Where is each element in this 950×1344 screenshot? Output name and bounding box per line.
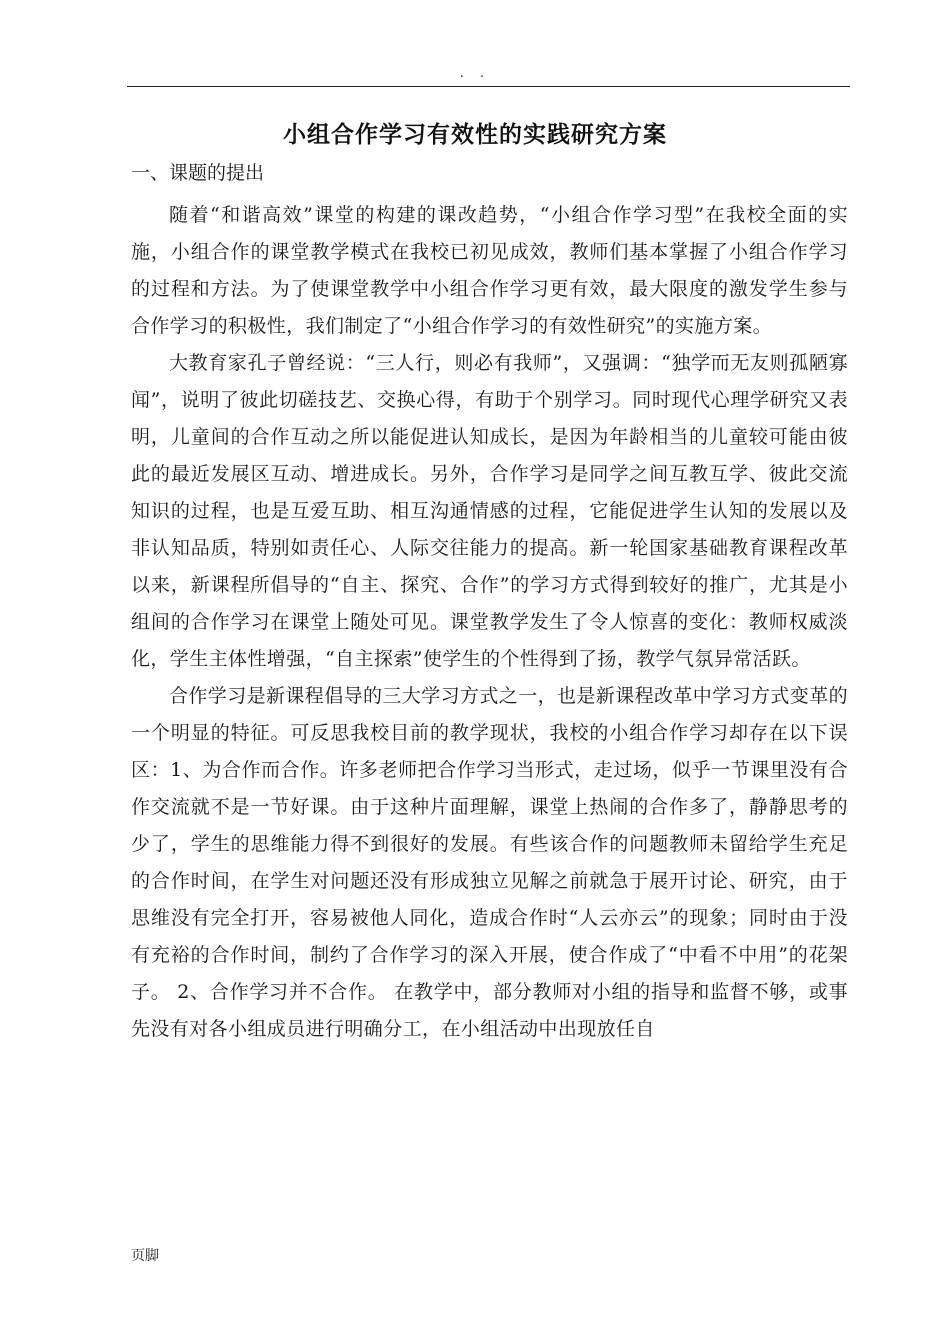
paragraph-1: 随着“和谐高效”课堂的构建的课改趋势，“小组合作学习型”在我校全面的实施，小组合作的课堂教学模式在我校已初见成效，教师们基本掌握了小组合作学习的过程和方法。为了使课堂教学中小组合作学习更有效，最大限度的激发学生参与合作学习的积极性，我们制定了“小组合作学习的有效性研究”的实施方案。 [131, 204, 848, 337]
document-title: 小组合作学习有效性的实践研究方案 [283, 121, 667, 148]
paragraph-2: 大教育家孔子曾经说：“三人行，则必有我师”，又强调：“独学而无友则孤陋寡闻”，说明了彼此切磋技艺、交换心得，有助于个别学习。同时现代心理学研究又表明，儿童间的合作互动之所以能促进认知成长，是因为年龄相当的儿童较可能由彼此的最近发展区互动、增进成长。另外，合作学习是同学之间互教互学、彼此交流知识的过程，也是互爱互助、相互沟通情感的过程，它能促进学生认知的发展以及非认知品质，特别如责任心、人际交往能力的提高。新一轮国家基础教育课程改革以来，新课程所倡导的“自主、探究、合作”的学习方式得到较好的推广，尤其是小组间的合作学习在课堂上随处可见。课堂教学发生了令人惊喜的变化：教师权威淡化，学生主体性增强，“自主探索”使学生的个性得到了扬，教学气氛异常活跃。 [131, 352, 848, 670]
header-mark: . . [459, 66, 491, 81]
paragraph-3: 合作学习是新课程倡导的三大学习方式之一，也是新课程改革中学习方式变革的一个明显的特征。可反思我校目前的教学现状，我校的小组合作学习却存在以下误区：1、为合作而合作。许多老师把合作学习当形式，走过场，似乎一节课里没有合作交流就不是一节好课。由于这种片面理解，课堂上热闹的合作多了，静静思考的少了，学生的思维能力得不到很好的发展。有些该合作的问题教师未留给学生充足的合作时间，在学生对问题还没有形成独立见解之前就急于展开讨论、研究，由于思维没有完全打开，容易被他人同化，造成合作时“人云亦云”的现象；同时由于没有充裕的合作时间，制约了合作学习的深入开展，使合作成了“中看不中用”的花架子。 2、合作学习并不合作。 在教学中，部分教师对小组的指导和监督不够，或事先没有对各小组成员进行明确分工，在小组活动中出现放任自 [131, 685, 849, 1040]
footer-label: 页脚 [131, 1248, 159, 1264]
header-rule [127, 86, 850, 87]
document-body [131, 197, 848, 1048]
section-heading: 一、课题的提出 [131, 162, 265, 184]
